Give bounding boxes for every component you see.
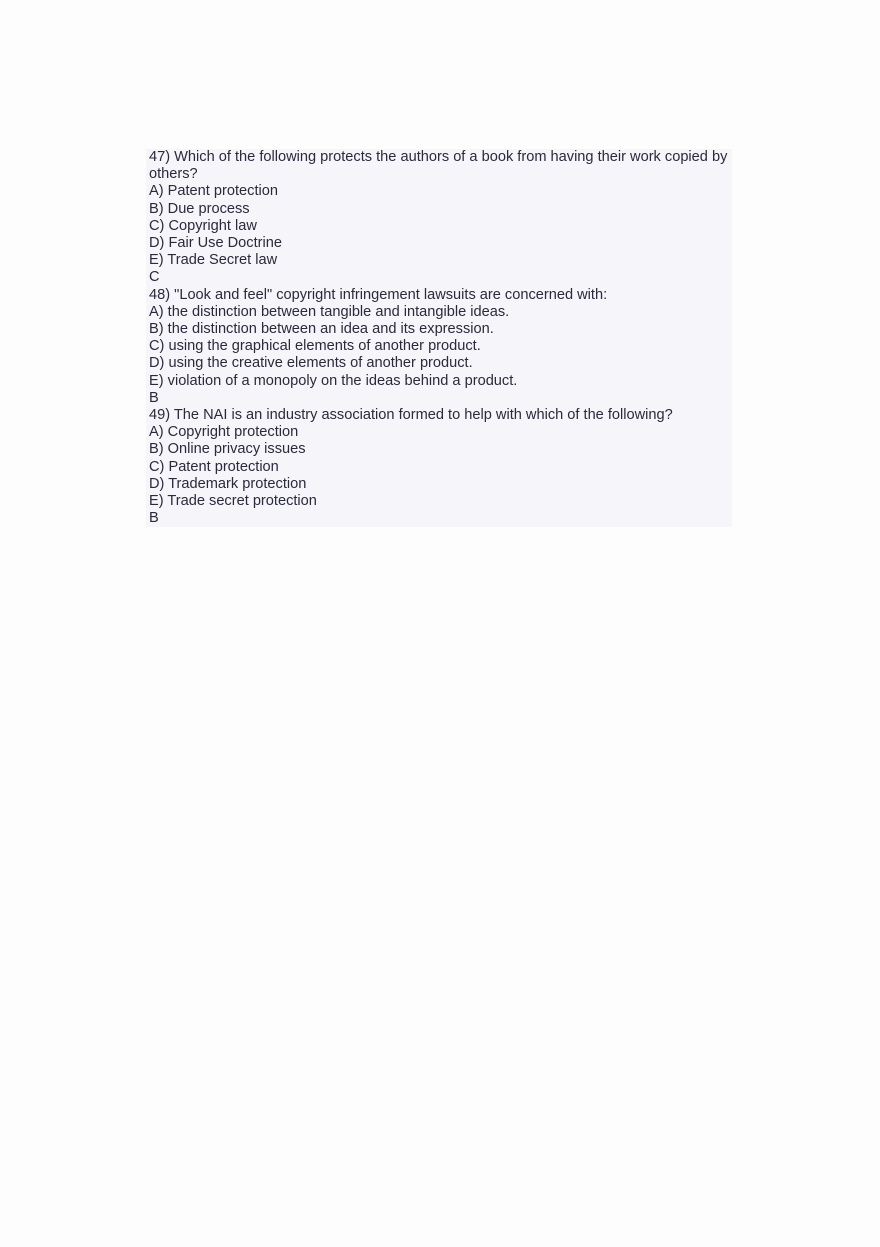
option-e: E) Trade Secret law (149, 252, 278, 269)
option-e: E) Trade secret protection (149, 493, 317, 510)
answer: C (149, 269, 160, 286)
question-text: 49) The NAI is an industry association formed to help with which of the following? (149, 407, 673, 424)
option-d: D) using the creative elements of another product. (149, 355, 473, 372)
option-a: A) Copyright protection (149, 424, 299, 441)
option-b: B) Online privacy issues (149, 441, 306, 458)
question-47 (149, 149, 729, 287)
question-49 (149, 407, 729, 527)
answer: B (149, 510, 159, 527)
question-list (146, 149, 732, 527)
option-c: C) using the graphical elements of another product. (149, 338, 481, 355)
option-b: B) Due process (149, 200, 250, 217)
option-e: E) violation of a monopoly on the ideas behind a product. (149, 372, 518, 389)
question-text: 48) "Look and feel" copyright infringement lawsuits are concerned with: (149, 286, 608, 303)
option-a: A) the distinction between tangible and intangible ideas. (149, 303, 510, 320)
option-b: B) the distinction between an idea and its expression. (149, 321, 494, 338)
option-c: C) Patent protection (149, 458, 279, 475)
option-c: C) Copyright law (149, 217, 257, 234)
option-a: A) Patent protection (149, 183, 278, 200)
question-48 (149, 287, 729, 407)
answer: B (149, 389, 159, 406)
question-text: 47) Which of the following protects the authors of a book from having their work copied by others? (149, 149, 728, 183)
option-d: D) Fair Use Doctrine (149, 235, 282, 252)
option-d: D) Trademark protection (149, 475, 307, 492)
